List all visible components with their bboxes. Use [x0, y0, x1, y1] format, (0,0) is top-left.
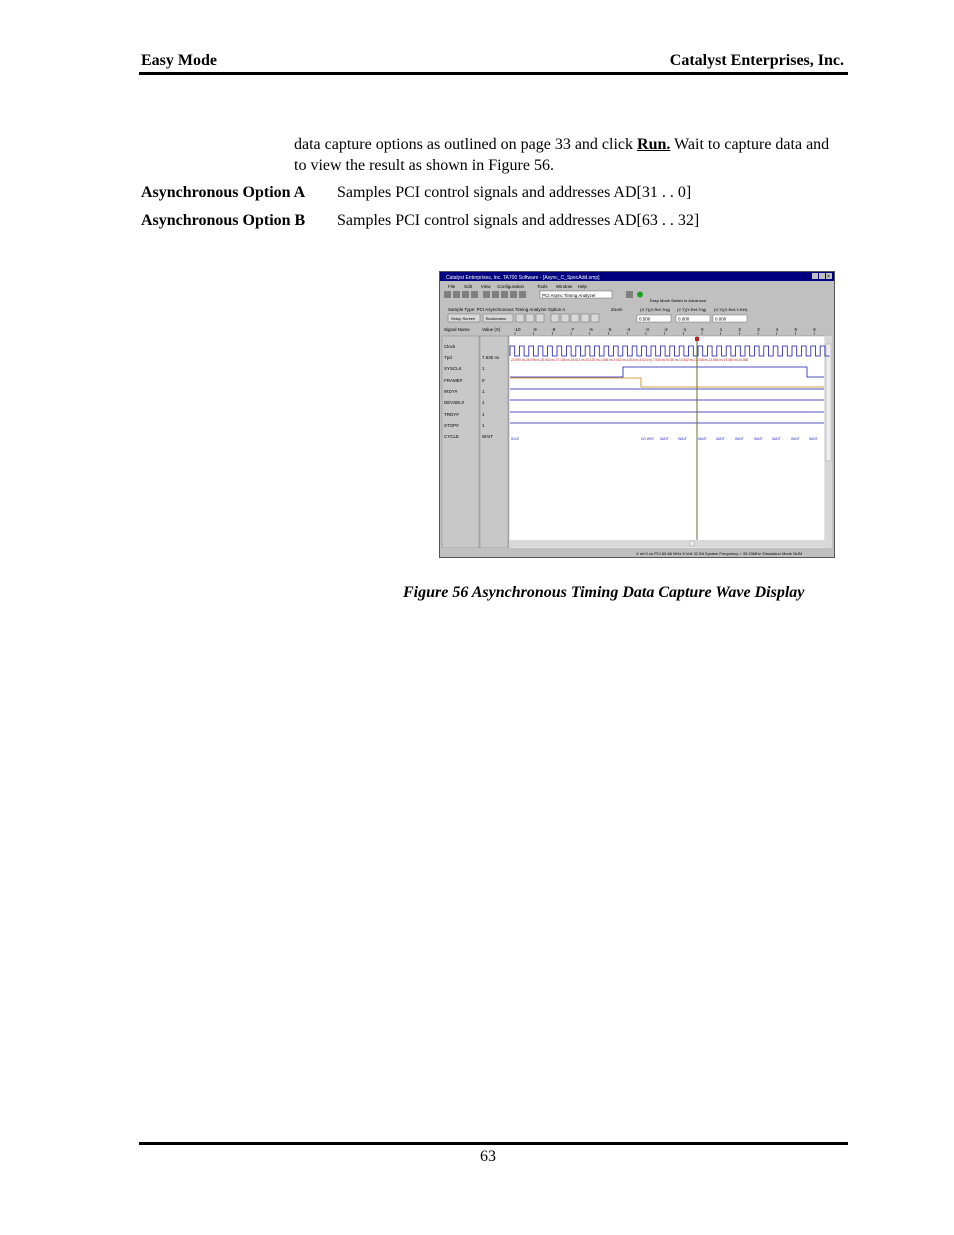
bookmarks-label: Bookmarks — [486, 316, 507, 321]
zoom-value: 0.500 — [639, 316, 651, 322]
tick-label: -3 — [644, 327, 649, 332]
signal-name[interactable]: CYCLE — [444, 434, 460, 439]
tick-label: -10 — [514, 327, 521, 332]
signal-name[interactable]: STOP# — [444, 423, 459, 428]
menu-item-view[interactable]: View — [480, 284, 491, 289]
horizontal-scrollbar-thumb[interactable] — [690, 541, 694, 546]
tick-label: 5 — [794, 327, 798, 332]
tick-label: -7 — [570, 327, 575, 332]
page-number: 63 — [480, 1148, 496, 1165]
time-axis — [514, 327, 816, 335]
tick-label: 2 — [738, 327, 741, 332]
x-value: 0.000 — [678, 316, 690, 322]
tick-label: -8 — [551, 327, 556, 332]
signal-name[interactable]: FRAME# — [444, 378, 463, 383]
tick-label: 1 — [719, 327, 723, 332]
cycle-label: WAIT — [809, 437, 818, 441]
waveform-panel — [509, 336, 825, 548]
tick-label: 3 — [757, 327, 760, 332]
header-rule — [139, 72, 848, 75]
cursor-marker-icon[interactable] — [695, 337, 699, 341]
menu-item-edit[interactable]: Edit — [464, 284, 473, 289]
tick-label: -6 — [588, 327, 593, 332]
menu-item-tools[interactable]: Tools — [537, 284, 548, 289]
run-keyword: Run. — [637, 136, 671, 153]
cycle-label: WAIT — [698, 437, 707, 441]
footer-rule — [139, 1142, 848, 1145]
window-title: Catalyst Enterprises, Inc. TA700 Software - [Async_C_SpecAdd.smp] — [446, 275, 600, 281]
tick-label: 4 — [775, 327, 779, 332]
header-section-title: Easy Mode — [141, 52, 217, 69]
cycle-label: WAIT — [716, 437, 725, 441]
cycle-label: IDLE — [511, 437, 519, 441]
cycle-label: WAIT — [678, 437, 687, 441]
signal-name[interactable]: SYSCLK — [444, 366, 462, 371]
cycle-label: WAIT — [791, 437, 800, 441]
toolbar-button[interactable] — [626, 291, 633, 298]
menu-item-help[interactable]: Help — [577, 284, 587, 289]
tick-label: -1 — [682, 327, 687, 332]
tick-label: 6 — [813, 327, 816, 332]
cycle-label: WAIT — [660, 437, 669, 441]
horizontal-scrollbar[interactable] — [509, 540, 825, 547]
toolbar-icons[interactable] — [444, 291, 526, 298]
cycle-label: WAIT — [772, 437, 781, 441]
menu-item-window[interactable]: Window — [556, 284, 573, 289]
header-company-name: Catalyst Enterprises, Inc. — [669, 52, 844, 69]
run-icon[interactable] — [637, 292, 643, 298]
status-bar: X ref 0 us PCI 66.66 MHz 5 Volt 32 Bit System Frequency = 33.33MHz Simulation Mode NUM — [636, 551, 803, 556]
x-column-label: (X-T)(X-Ref-Trig) — [640, 307, 671, 312]
zoom-label: Zoom — [611, 307, 623, 312]
signal-name[interactable]: Tpd — [444, 355, 452, 360]
scrollbar-thumb[interactable] — [826, 344, 831, 461]
signal-value: 1 — [482, 366, 485, 371]
signal-value: 1 — [482, 400, 485, 405]
cycle-label: WAIT — [754, 437, 763, 441]
signal-value: 1 — [482, 423, 485, 428]
cycle-label: I/O W/R — [641, 437, 654, 441]
analyzer-select[interactable]: PCI Async Timing Analyzer — [542, 293, 596, 298]
window-controls[interactable] — [812, 273, 832, 280]
navigation-buttons[interactable] — [516, 314, 599, 322]
sample-type-label: Sample Type: PCI Asynchronous Timing Analyzer Option A — [448, 307, 566, 312]
setup-screen-label: Setup Screen — [451, 316, 476, 321]
y-value: 0.000 — [715, 316, 727, 322]
signal-value: WAIT — [482, 434, 494, 439]
signal-value: 0 — [482, 378, 485, 383]
signal-name[interactable]: TRDY# — [444, 412, 459, 417]
intro-text-start: data capture options as outlined on page 33 and click — [294, 136, 638, 153]
option-b-description: Samples PCI control signals and addresses AD[63 . . 32] — [337, 212, 700, 229]
xy-column-label: (X-Y)(X-Ref-Y-Ref) — [714, 307, 748, 312]
value-header: Value (X) — [482, 327, 501, 332]
menu-item-file[interactable]: File — [448, 284, 456, 289]
cycle-label: WAIT — [735, 437, 744, 441]
tick-label: -5 — [607, 327, 612, 332]
intro-paragraph — [294, 134, 844, 176]
intro-text-end: Wait to capture data and to view the result as shown in Figure 56. — [294, 136, 830, 174]
option-a-term: Asynchronous Option A — [141, 184, 306, 201]
signal-name[interactable]: DEVSEL# — [444, 400, 465, 405]
tpd-values: 22.590 ns 24.096 ns 25.602 ns 27.108 ns 28.614 ns 30.120 ns 1.506 ns 3.012 ns 4.518 ns 6.024 ns 7.530 ns 9.036 ns 10.542 ns 12.048 ns 13.554 ns 15.060 ns 16.566 — [511, 358, 749, 362]
tick-label: 0 — [701, 327, 704, 332]
tick-label: -2 — [663, 327, 668, 332]
wave-display-screenshot — [439, 271, 835, 558]
close-icon[interactable]: × — [827, 274, 830, 280]
option-b-term: Asynchronous Option B — [141, 212, 306, 229]
tick-label: -9 — [532, 327, 537, 332]
menu-bar[interactable] — [448, 284, 587, 289]
signal-value: 1 — [482, 389, 485, 394]
option-a-description: Samples PCI control signals and addresses AD[31 . . 0] — [337, 184, 692, 201]
signal-name-header: Signal Name — [444, 327, 470, 332]
figure-caption: Figure 56 Asynchronous Timing Data Capture Wave Display — [403, 584, 805, 601]
mode-switch-label[interactable]: Easy Mode Switch to Advanced — [650, 298, 707, 303]
option-b-row — [141, 212, 699, 230]
y-column-label: (Y-T)(Y-Ref-Trig) — [677, 307, 707, 312]
menu-item-configuration[interactable]: Configuration — [497, 284, 524, 289]
signal-name[interactable]: Clock — [444, 344, 456, 349]
signal-name[interactable]: IRDY# — [444, 389, 458, 394]
signal-value: 1 — [482, 412, 485, 417]
tick-label: -4 — [626, 327, 631, 332]
signal-value: 7.530 ns — [482, 355, 500, 360]
option-a-row — [141, 184, 691, 202]
